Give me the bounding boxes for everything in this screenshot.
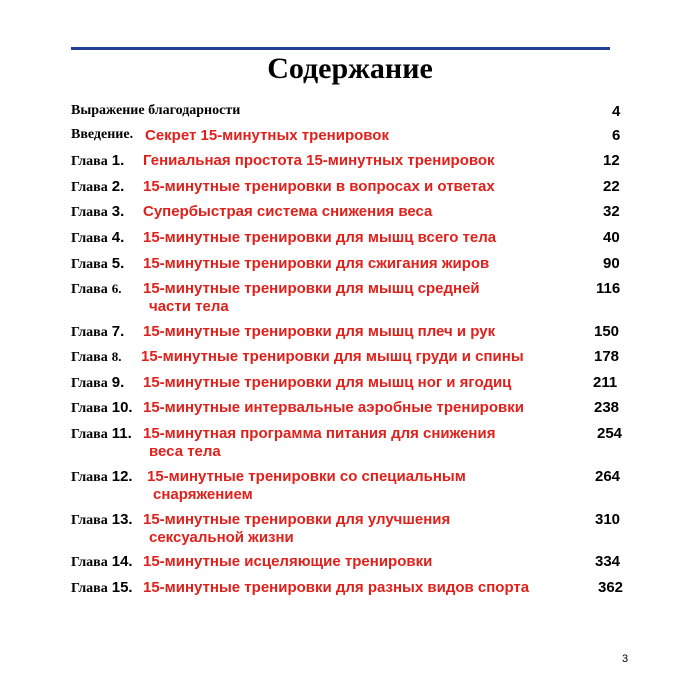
toc-entry-title xyxy=(143,399,524,417)
toc-entry-title xyxy=(143,280,480,316)
toc-entry-title-line1: 15-минутные тренировки для мышц всего тела xyxy=(143,229,497,246)
toc-entry-label xyxy=(71,425,132,443)
toc-entry-label-number: 4. xyxy=(111,229,125,246)
toc-entry-label-word: Глава xyxy=(71,581,108,596)
toc-entry-label-word: Глава xyxy=(71,257,108,272)
toc-entry-title xyxy=(143,152,495,170)
toc-entry-title-line1: 15-минутные интервальные аэробные тренировки xyxy=(143,399,524,416)
toc-entry-label xyxy=(71,203,124,221)
toc-entry-page: 22 xyxy=(603,178,620,195)
toc-entry-label-number: 11. xyxy=(111,425,132,442)
toc-entry-label xyxy=(71,323,124,341)
toc-entry-label-word: Глава xyxy=(71,282,108,297)
toc-entry-label xyxy=(71,511,133,529)
toc-entry-label-word: Глава xyxy=(71,470,108,485)
toc-entry-label-number: 15. xyxy=(111,579,133,596)
toc-entry-title-line1: 15-минутные тренировки в вопросах и ответах xyxy=(143,178,495,195)
toc-entry-title-line2: части тела xyxy=(149,298,229,315)
toc-entry-label xyxy=(71,553,133,571)
toc-entry-page: 90 xyxy=(603,255,620,272)
toc-entry-title-line2: веса тела xyxy=(149,443,221,460)
toc-entry-title xyxy=(143,229,496,247)
toc-entry-page: 116 xyxy=(596,280,621,297)
toc-entry-label-number: 8. xyxy=(111,349,122,364)
toc-entry-label-number: 14. xyxy=(111,553,133,570)
toc-entry-label xyxy=(71,229,124,247)
toc-entry-label-word: Глава xyxy=(71,427,108,442)
toc-entry-label-word: Глава xyxy=(71,401,108,416)
toc-entry-label xyxy=(71,178,124,196)
toc-entry-title xyxy=(143,203,432,221)
toc-entry-title xyxy=(143,255,489,273)
toc-entry-label-number: 5. xyxy=(111,255,125,272)
toc-entry-page: 211 xyxy=(593,374,618,391)
toc-entry-title xyxy=(143,511,450,547)
toc-entry-title-line1: Гениальная простота 15-минутных тренировок xyxy=(143,152,495,169)
toc-entry-title-line1: 15-минутная программа питания для снижения xyxy=(143,425,496,442)
toc-entry-page: 310 xyxy=(595,511,621,528)
toc-entry-page: 150 xyxy=(594,323,620,340)
toc-entry-label-number: 10. xyxy=(111,399,133,416)
toc-entry-label-number: 1. xyxy=(111,152,125,169)
toc-entry-title-line1: 15-минутные тренировки для мышц плеч и рук xyxy=(143,323,496,340)
toc-entry-title-line1: Супербыстрая система снижения веса xyxy=(143,203,433,220)
toc-entry-page: 4 xyxy=(612,103,621,120)
toc-entry-page: 254 xyxy=(597,425,623,442)
page-number: 3 xyxy=(622,653,629,665)
toc-entry-label xyxy=(71,348,122,366)
toc-entry-label-word: Глава xyxy=(71,555,108,570)
toc-entry-title-line2: сексуальной жизни xyxy=(149,529,294,546)
toc-entry-label-word: Глава xyxy=(71,154,108,169)
toc-entry-page: 12 xyxy=(603,152,620,169)
toc-entry-title-line1: 15-минутные тренировки для мышц средней xyxy=(143,280,480,297)
toc-entry-label-word: Глава xyxy=(71,180,108,195)
toc-entry-title xyxy=(147,468,466,504)
toc-entry-label xyxy=(71,374,124,392)
toc-entry-label-number: 13. xyxy=(111,511,133,528)
toc-entry-title xyxy=(143,425,495,461)
toc-entry-label-number: 9. xyxy=(111,374,125,391)
toc-entry-label xyxy=(71,579,133,597)
toc-entry-page: 238 xyxy=(594,399,620,416)
toc-entry-page: 32 xyxy=(603,203,620,220)
toc-entry-title-line1: 15-минутные тренировки для мышц ног и ягодиц xyxy=(143,374,512,391)
toc-entry-title xyxy=(143,579,529,597)
toc-entry-label-number: 6. xyxy=(111,281,122,296)
toc-entry-title xyxy=(145,127,389,145)
toc-entry-title-line1: 15-минутные исцеляющие тренировки xyxy=(143,553,433,570)
toc-entry-label xyxy=(71,280,122,298)
toc-entry-page: 40 xyxy=(603,229,620,246)
toc-entry-label: Введение. xyxy=(71,127,134,142)
toc-entry-label xyxy=(71,152,124,170)
toc-entry-title xyxy=(143,374,511,392)
toc-entry-page: 178 xyxy=(594,348,620,365)
toc-entry-title-line2: снаряжением xyxy=(153,486,253,503)
toc-entry-page: 6 xyxy=(612,127,621,144)
toc-entry-title xyxy=(143,553,432,571)
toc-entry-label-word: Глава xyxy=(71,350,108,365)
toc-entry-label-word: Глава xyxy=(71,376,108,391)
toc-entry-label xyxy=(71,399,133,417)
toc-entry-label: Выражение благодарности xyxy=(71,103,241,118)
toc-entry-label-word: Глава xyxy=(71,231,108,246)
toc-entry-title xyxy=(143,178,495,196)
toc-entry-page: 264 xyxy=(595,468,621,485)
toc-entry-title-line1: 15-минутные тренировки для разных видов спорта xyxy=(143,579,530,596)
toc-entry-title-line1: 15-минутные тренировки для сжигания жиров xyxy=(143,255,490,272)
toc-entry-label-number: 7. xyxy=(111,323,125,340)
toc-entry-page: 362 xyxy=(598,579,624,596)
page-title: Содержание xyxy=(267,52,433,85)
toc-entry-label xyxy=(71,468,133,486)
toc-entry-label-number: 12. xyxy=(111,468,133,485)
toc-entry-label-word: Глава xyxy=(71,325,108,340)
toc-entry-title xyxy=(143,323,495,341)
toc-entry-title-line1: Секрет 15-минутных тренировок xyxy=(145,127,389,144)
toc-entry-label-word: Глава xyxy=(71,513,108,528)
toc-entry-label-number: 2. xyxy=(111,178,125,195)
toc-entry-title-line1: 15-минутные тренировки для мышц груди и спины xyxy=(141,348,524,365)
toc-entry-title-line1: 15-минутные тренировки со специальным xyxy=(147,468,466,485)
toc-entry-title-line1: 15-минутные тренировки для улучшения xyxy=(143,511,451,528)
toc-entry-label-number: 3. xyxy=(111,203,125,220)
toc-entry-label xyxy=(71,255,124,273)
toc-entry-page: 334 xyxy=(595,553,621,570)
toc-entry-title xyxy=(141,348,524,366)
toc-entry-label-word: Глава xyxy=(71,205,108,220)
